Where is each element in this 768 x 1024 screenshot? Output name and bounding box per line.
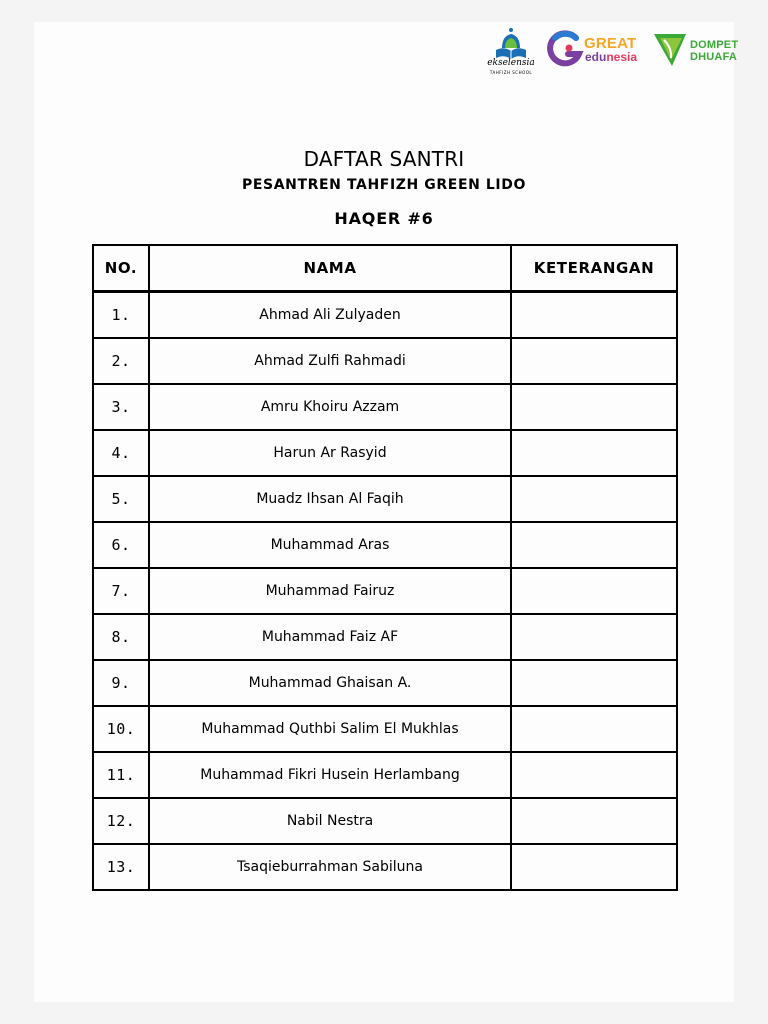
student-name: Ahmad Ali Zulyaden	[149, 292, 511, 339]
row-number: 9.	[93, 660, 149, 706]
ekselensia-logo	[482, 26, 540, 78]
row-number: 2.	[93, 338, 149, 384]
logo-bar	[0, 0, 768, 90]
student-name: Harun Ar Rasyid	[149, 430, 511, 476]
table-row	[93, 614, 677, 660]
student-name: Tsaqieburrahman Sabiluna	[149, 844, 511, 890]
keterangan-cell	[511, 568, 677, 614]
keterangan-cell	[511, 476, 677, 522]
mosque-book-icon	[482, 26, 540, 60]
row-number: 3.	[93, 384, 149, 430]
column-header-no: NO.	[93, 245, 149, 292]
table-row	[93, 660, 677, 706]
keterangan-cell	[511, 430, 677, 476]
row-number: 5.	[93, 476, 149, 522]
row-number: 10.	[93, 706, 149, 752]
table-row	[93, 292, 677, 339]
document-subtitle: PESANTREN TAHFIZH GREEN LIDO	[242, 177, 526, 193]
student-name: Muhammad Faiz AF	[149, 614, 511, 660]
table-row	[93, 798, 677, 844]
edunesia-text	[585, 50, 637, 64]
row-number: 13.	[93, 844, 149, 890]
keterangan-cell	[511, 384, 677, 430]
row-number: 4.	[93, 430, 149, 476]
row-number: 11.	[93, 752, 149, 798]
keterangan-cell	[511, 752, 677, 798]
great-edunesia-logo	[546, 30, 646, 70]
dhuafa-text: DHUAFA	[690, 51, 738, 63]
student-name: Muhammad Aras	[149, 522, 511, 568]
great-text: GREAT	[584, 35, 637, 52]
keterangan-cell	[511, 522, 677, 568]
keterangan-cell	[511, 338, 677, 384]
student-name: Muhammad Quthbi Salim El Mukhlas	[149, 706, 511, 752]
student-name: Muhammad Fairuz	[149, 568, 511, 614]
table-row	[93, 338, 677, 384]
row-number: 12.	[93, 798, 149, 844]
row-number: 7.	[93, 568, 149, 614]
dompet-dhuafa-logo	[652, 30, 742, 70]
keterangan-cell	[511, 292, 677, 339]
student-name: Nabil Nestra	[149, 798, 511, 844]
row-number: 8.	[93, 614, 149, 660]
table-row	[93, 752, 677, 798]
table-header-row	[93, 245, 677, 292]
keterangan-cell	[511, 660, 677, 706]
document-title: DAFTAR SANTRI	[303, 147, 465, 171]
student-name: Muadz Ihsan Al Faqih	[149, 476, 511, 522]
santri-table	[92, 244, 678, 891]
column-header-nama: NAMA	[149, 245, 511, 292]
table-row	[93, 430, 677, 476]
ekselensia-sub-text: TAHFIZH SCHOOL	[489, 70, 533, 75]
edunesia-text-a: edu	[585, 50, 607, 64]
column-header-keterangan: KETERANGAN	[511, 245, 677, 292]
table-row	[93, 568, 677, 614]
student-name: Amru Khoiru Azzam	[149, 384, 511, 430]
group-heading: HAQER #6	[334, 209, 434, 228]
dompet-text: DOMPET	[690, 39, 739, 51]
table-row	[93, 384, 677, 430]
ekselensia-script-text: ekselensia	[487, 58, 535, 68]
table-body	[93, 292, 677, 891]
row-number: 6.	[93, 522, 149, 568]
keterangan-cell	[511, 844, 677, 890]
dompet-dhuafa-leaf-icon	[652, 30, 688, 68]
row-number: 1.	[93, 292, 149, 339]
table-row	[93, 522, 677, 568]
student-name: Ahmad Zulfi Rahmadi	[149, 338, 511, 384]
table-row	[93, 844, 677, 890]
keterangan-cell	[511, 798, 677, 844]
table-header	[93, 245, 677, 292]
table-row	[93, 706, 677, 752]
table-row	[93, 476, 677, 522]
keterangan-cell	[511, 614, 677, 660]
student-name: Muhammad Ghaisan A.	[149, 660, 511, 706]
great-g-icon	[546, 30, 584, 70]
student-name: Muhammad Fikri Husein Herlambang	[149, 752, 511, 798]
edunesia-text-b: nesia	[606, 50, 638, 64]
keterangan-cell	[511, 706, 677, 752]
